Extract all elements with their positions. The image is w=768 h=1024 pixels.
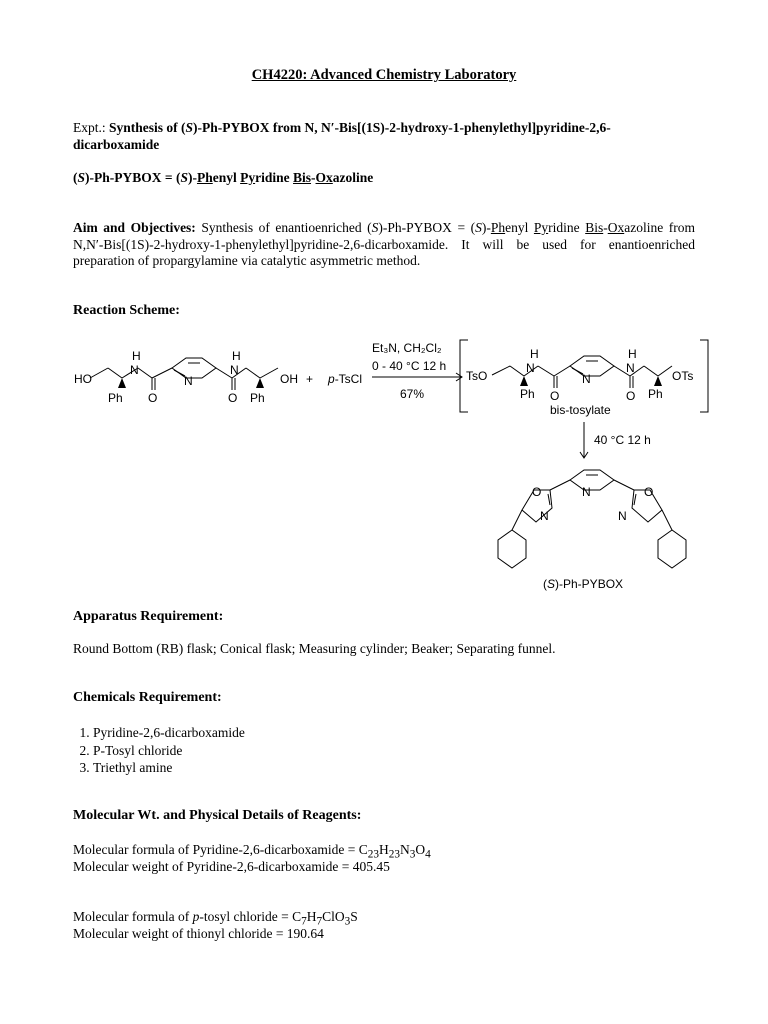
aim-objectives: Aim and Objectives: Synthesis of enantioenriched (S)-Ph-PYBOX = (S)-Phenyl Pyridine Bis-Oxazoline from N,N′-Bis[(1S)-2-hydroxy-1-phenylethyl]pyridine-2,6-dicarboxamide. It will be used for enantioenriched preparation of propargylamine via catalytic asymmetric method. xyxy=(73,220,695,268)
svg-text:p-TsCl: p-TsCl xyxy=(328,372,363,386)
svg-text:O: O xyxy=(228,391,238,405)
weight-2: Molecular weight of thionyl chloride = 190.64 xyxy=(73,926,324,941)
svg-text:N: N xyxy=(582,485,591,499)
formula-2: Molecular formula of p-tosyl chloride = $C_7H_7ClO_3S$ xyxy=(73,909,358,928)
pybox-definition: (S)-Ph-PYBOX = (S)-Phenyl Pyridine Bis-Oxazoline xyxy=(73,170,374,185)
svg-text:N: N xyxy=(130,363,139,377)
svg-text:Ph: Ph xyxy=(250,391,265,405)
svg-text:O: O xyxy=(644,485,654,499)
reaction-scheme-heading: Reaction Scheme: xyxy=(73,303,180,318)
svg-text:H: H xyxy=(530,347,539,361)
chemicals-heading: Chemicals Requirement: xyxy=(73,690,222,705)
svg-text:N: N xyxy=(582,372,591,386)
svg-text:OH: OH xyxy=(280,372,298,386)
svg-text:67%: 67% xyxy=(400,387,425,401)
svg-text:Ph: Ph xyxy=(108,391,123,405)
weight-1: Molecular weight of Pyridine-2,6-dicarboxamide = 405.45 xyxy=(73,859,390,874)
svg-text:(S)-Ph-PYBOX: (S)-Ph-PYBOX xyxy=(543,577,624,591)
list-item: 3. Triethyl amine xyxy=(93,759,695,777)
svg-text:Et₃N, CH₂Cl₂: Et₃N, CH₂Cl₂ xyxy=(372,341,442,355)
chemicals-list xyxy=(73,724,695,777)
svg-text:40 °C 12 h: 40 °C 12 h xyxy=(594,433,651,447)
svg-text:O: O xyxy=(550,389,560,403)
svg-text:H: H xyxy=(132,349,141,363)
svg-text:+: + xyxy=(306,372,314,386)
svg-text:TsO: TsO xyxy=(466,369,488,383)
svg-text:N: N xyxy=(230,363,239,377)
expt-label: Expt.: xyxy=(73,120,106,135)
svg-text:O: O xyxy=(148,391,158,405)
apparatus-text: Round Bottom (RB) flask; Conical flask; Measuring cylinder; Beaker; Separating funnel. xyxy=(73,641,556,656)
svg-text:N: N xyxy=(526,361,535,375)
svg-text:Ph: Ph xyxy=(520,387,535,401)
svg-text:N: N xyxy=(618,509,627,523)
molwt-heading: Molecular Wt. and Physical Details of Reagents: xyxy=(73,808,362,823)
svg-text:0 - 40 °C 12 h: 0 - 40 °C 12 h xyxy=(372,359,447,373)
svg-text:N: N xyxy=(626,361,635,375)
list-item: 2. P-Tosyl chloride xyxy=(93,742,695,760)
reaction-scheme xyxy=(60,330,720,610)
svg-text:H: H xyxy=(232,349,241,363)
experiment-title: Expt.: Synthesis of (S)-Ph-PYBOX from N, N′-Bis[(1S)-2-hydroxy-1-phenylethyl]pyridine-2,6-dicarboxamide xyxy=(73,120,611,152)
svg-text:bis-tosylate: bis-tosylate xyxy=(550,403,611,417)
apparatus-heading: Apparatus Requirement: xyxy=(73,609,224,624)
list-item: 1. Pyridine-2,6-dicarboxamide xyxy=(93,724,695,742)
svg-text:O: O xyxy=(626,389,636,403)
svg-text:H: H xyxy=(628,347,637,361)
svg-text:OTs: OTs xyxy=(672,369,694,383)
svg-text:O: O xyxy=(532,485,542,499)
svg-text:N: N xyxy=(184,374,193,388)
svg-text:Ph: Ph xyxy=(648,387,663,401)
svg-text:N: N xyxy=(540,509,549,523)
formula-1: Molecular formula of Pyridine-2,6-dicarboxamide = $C_{23}H_{23}N_3O_4$ xyxy=(73,842,431,861)
svg-text:HO: HO xyxy=(74,372,92,386)
page-title: CH4220: Advanced Chemistry Laboratory xyxy=(251,67,517,83)
